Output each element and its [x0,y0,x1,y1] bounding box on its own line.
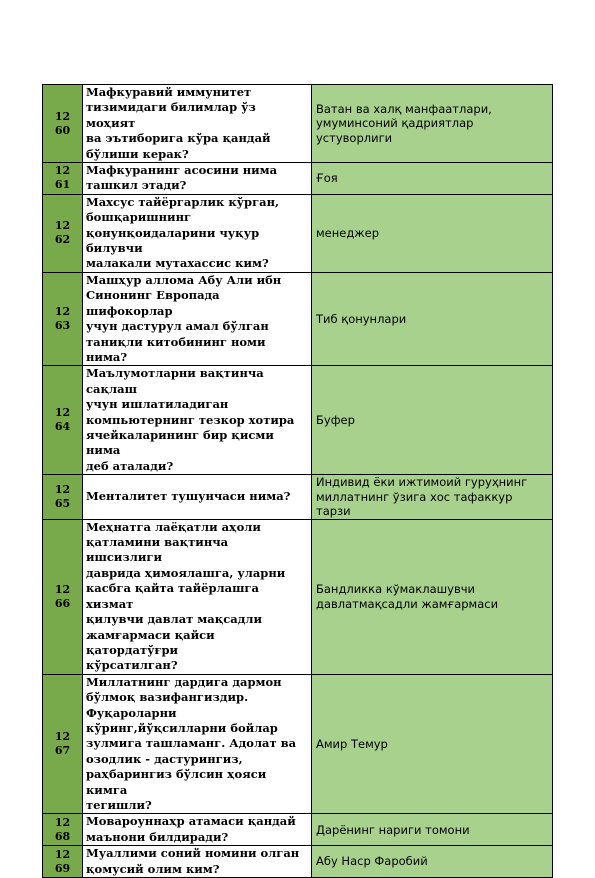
row-number: 1260 [43,85,83,163]
question-cell [83,475,312,520]
answer-cell [312,519,553,674]
question-text: Маълумотларни вақтинча сақлаш учун ишлатиладиган компьютернинг тезкор хотира ячейкаларининг бир қисми нима деб аталади? [86,366,295,473]
table-row [43,194,553,272]
question-cell [83,194,312,272]
question-text: Машҳур аллома Абу Али ибн Синонинг Европада шифокорлар учун дастурул амал бўлган таниқли китобининг номи нима? [86,272,282,364]
row-number: 1267 [43,674,83,814]
question-text: Мафкуранинг асосини нима ташкил этади? [86,163,278,193]
question-text: Муаллими соний номини олган қомусий олим ким? [86,846,300,876]
table-row [43,85,553,163]
answer-cell [312,366,553,475]
answer-text: Тиб қонунлари [316,311,407,326]
question-text: Менталитет тушунчаси нима? [86,489,291,504]
row-number: 1268 [43,814,83,846]
qa-table-body [43,85,553,878]
question-cell [83,519,312,674]
table-row [43,366,553,475]
question-text: Мовароуннаҳр атамаси қандай маънони билдиради? [86,814,296,844]
row-number: 1264 [43,366,83,475]
table-row [43,846,553,878]
question-text: Мафкуравий иммунитет тизимидаги билимлар ўз моҳият ва эътиборига кўра қандай бўлиши керак? [86,85,271,161]
question-cell [83,814,312,846]
table-row [43,814,553,846]
question-text: Меҳнатга лаёқатли аҳоли қатламини вақтинча ишсизлиги даврида ҳимоялашга, уларни касбга қайта тайёрлашга хизмат қилувчи давлат мақсадли жамғармаси қайси қатордатўғри кўрсатилган? [86,519,286,673]
answer-cell [312,272,553,365]
answer-text: Дарёнинг нариги томони [316,822,470,837]
question-cell [83,85,312,163]
row-number: 1263 [43,272,83,365]
answer-text: Бандликка кўмаклашувчи давлатмақсадли жамғармаси [316,582,499,611]
table-row [43,475,553,520]
answer-text: Индивид ёки ижтимоий гуруҳнинг миллатнинг ўзига хос тафаккур тарзи [316,475,528,519]
answer-text: Абу Наср Фаробий [316,854,428,869]
table-row [43,519,553,674]
answer-cell [312,846,553,878]
answer-cell [312,85,553,163]
table-row [43,163,553,195]
answer-text: Ғоя [316,171,338,186]
table-row [43,674,553,814]
answer-cell [312,674,553,814]
table-row [43,272,553,365]
answer-cell [312,194,553,272]
row-number: 1269 [43,846,83,878]
row-number: 1262 [43,194,83,272]
question-cell [83,846,312,878]
question-cell [83,272,312,365]
answer-cell [312,475,553,520]
question-text: Миллатнинг дардига дармон бўлмоқ вазифангиздир. Фуқароларни кўринг,йўқсилларни бойлар зулмига ташламанг. Адолат ва озодлик - дастурингиз, раҳбарингиз бўлсин ҳояси кимга тегишли? [86,674,297,812]
answer-text: Амир Темур [316,736,388,751]
answer-cell [312,814,553,846]
question-cell [83,163,312,195]
question-text: Махсус тайёргарлик кўрган, бошқаришнинг қонунқоидаларини чуқур билувчи малакали мутахассис ким? [86,194,279,271]
answer-cell [312,163,553,195]
question-cell [83,674,312,814]
row-number: 1265 [43,475,83,520]
answer-text: Ватан ва халқ манфаатлари, умуминсоний қадриятлар устуворлиги [316,101,492,145]
answer-text: менеджер [316,226,380,241]
row-number: 1266 [43,519,83,674]
answer-text: Буфер [316,412,355,427]
row-number: 1261 [43,163,83,195]
qa-table [42,84,553,878]
question-cell [83,366,312,475]
